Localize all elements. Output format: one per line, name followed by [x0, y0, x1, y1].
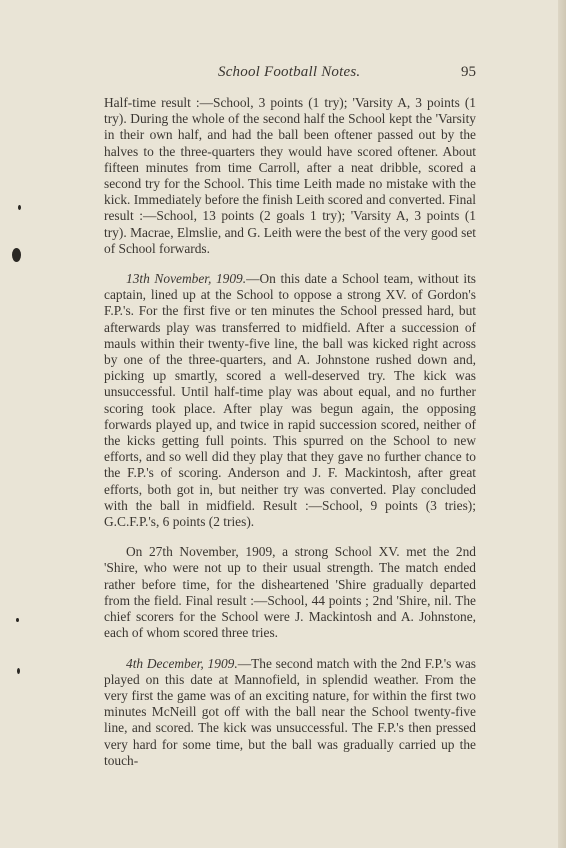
paragraph-27th-november — [104, 544, 476, 641]
paragraph-halftime-result — [104, 95, 476, 257]
paragraph-4th-december — [104, 656, 476, 769]
ink-blot — [12, 248, 21, 262]
ink-speck — [17, 668, 20, 674]
paragraph-date: 4th December, 1909. — [126, 655, 238, 671]
paragraph-text: —The second match with the 2nd F.P.'s was played on this date at Mannofield, in splendid weather. From the very first the game was of an exciting nature, for within the first two minutes McNeill got off with the ball near the School twenty-five line, and scored. The kick was unsuccessful. The F.P.'s then pressed very hard for some time, but the ball was gradually carried up the touch- — [104, 655, 476, 768]
body-text — [104, 95, 476, 783]
paragraph-13th-november — [104, 271, 476, 530]
paragraph-text: —On this date a School team, without its captain, lined up at the School to oppose a strong XV. of Gordon's F.P.'s. For the first five or ten minutes the School pressed hard, but afterwards play was transferred to midfield. After a succession of mauls within their twenty-five line, the ball was kicked right across by one of the three-quarters, and A. Johnstone rushed down and, picking up smartly, scored a well-deserved try. The kick was unsuccessful. Until half-time play was about equal, and no further scoring took place. After play was begun again, the opposing forwards played up, and twice in rapid succession scored, neither of the kicks getting full points. This spurred on the School to new efforts, and so well did they play that they gave no further chance to the F.P.'s of scoring. Anderson and J. F. Mackintosh, after great efforts, both got in, but neither try was converted. Play concluded with the ball in midfield. Result :—School, 9 points (3 tries); G.C.F.P.'s, 6 points (2 tries). — [104, 271, 476, 530]
ink-speck — [18, 205, 21, 210]
paragraph-text: Half-time result :—School, 3 points (1 try); 'Varsity A, 3 points (1 try). During the whole of the second half the School kept the 'Varsity in their own half, and had the ball been oftener passed out by the halves to the three-quarters they would have scored oftener. About fifteen minutes from time Carroll, after a neat dribble, scored a second try for the School. This time Leith made no mistake with the kick. Immediately before the finish Leith scored and converted. Final result :—School, 13 points (2 goals 1 try); 'Varsity A, 3 points (1 try). Macrae, Elmslie, and G. Leith were the best of the very good set of School forwards. — [104, 95, 476, 256]
running-title: School Football Notes. — [218, 64, 361, 80]
page-edge — [558, 0, 566, 848]
page-number: 95 — [461, 64, 476, 80]
paragraph-date: 13th November, 1909. — [126, 271, 247, 287]
ink-speck — [16, 618, 19, 622]
paragraph-text: On 27th November, 1909, a strong School XV. met the 2nd 'Shire, who were not up to their usual strength. The match ended rather before time, for the disheartened 'Shire gradually departed from the field. Final result :—School, 44 points ; 2nd 'Shire, nil. The chief scorers for the School were J. Mackintosh and A. Johnstone, each of whom scored three tries. — [104, 544, 476, 641]
page-header — [100, 64, 476, 86]
